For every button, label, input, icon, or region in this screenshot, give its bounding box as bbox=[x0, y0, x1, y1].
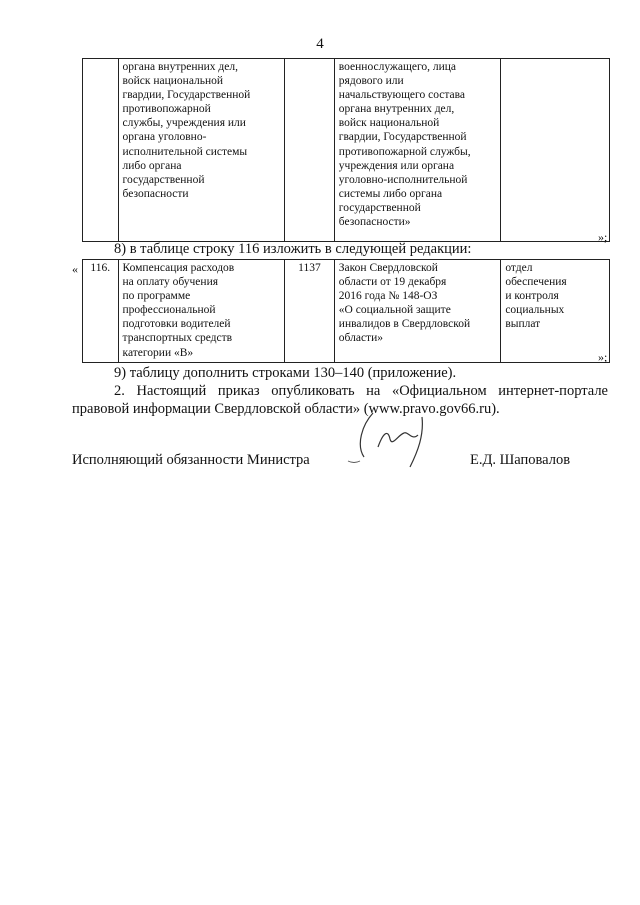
open-quote: « bbox=[72, 262, 78, 276]
page-number: 4 bbox=[316, 36, 324, 52]
table-cell-name: органа внутренних дел, войск национальной гвардии, Государственной противопожарной службы, учреждения или органа уголовно- исполнительной системы либо органа государственной безопасности bbox=[118, 59, 285, 242]
close-quote: »; bbox=[598, 230, 608, 244]
row-number: 116. bbox=[83, 260, 119, 363]
table-row bbox=[83, 260, 610, 363]
table-cell-empty bbox=[285, 59, 335, 242]
item-2-line-1: 2. Настоящий приказ опубликовать на «Официальном интернет-портале bbox=[114, 383, 608, 399]
table-cell-law: военнослужащего, лица рядового или начальствующего состава органа внутренних дел, войск национальной гвардии, Государственной противопожарной службы, учреждения или органа уголовно-исполнительной системы либо органа государственной безопасности» bbox=[334, 59, 501, 242]
table-cell-empty bbox=[83, 59, 119, 242]
row-name: Компенсация расходов на оплату обучения по программе профессиональной подготовки водителей транспортных средств категории «В» bbox=[118, 260, 285, 363]
item-2-line-2: правовой информации Свердловской области» (www.pravo.gov66.ru). bbox=[72, 401, 500, 417]
table-row bbox=[83, 59, 610, 242]
table-row-116 bbox=[82, 259, 610, 363]
close-quote: »; bbox=[598, 350, 608, 364]
table-continuation bbox=[82, 58, 610, 242]
signature-icon bbox=[338, 405, 448, 475]
signer-name: Е.Д. Шаповалов bbox=[470, 452, 571, 468]
row-department: отдел обеспечения и контроля социальных выплат bbox=[501, 260, 610, 363]
row-code: 1137 bbox=[285, 260, 335, 363]
signer-title: Исполняющий обязанности Министра bbox=[72, 452, 310, 468]
item-9: 9) таблицу дополнить строками 130–140 (приложение). bbox=[114, 365, 457, 381]
table-cell-empty bbox=[501, 59, 610, 242]
item-8: 8) в таблице строку 116 изложить в следующей редакции: bbox=[114, 241, 472, 257]
row-law: Закон Свердловской области от 19 декабря 2016 года № 148-ОЗ «О социальной защите инвалидов в Свердловской области» bbox=[334, 260, 501, 363]
